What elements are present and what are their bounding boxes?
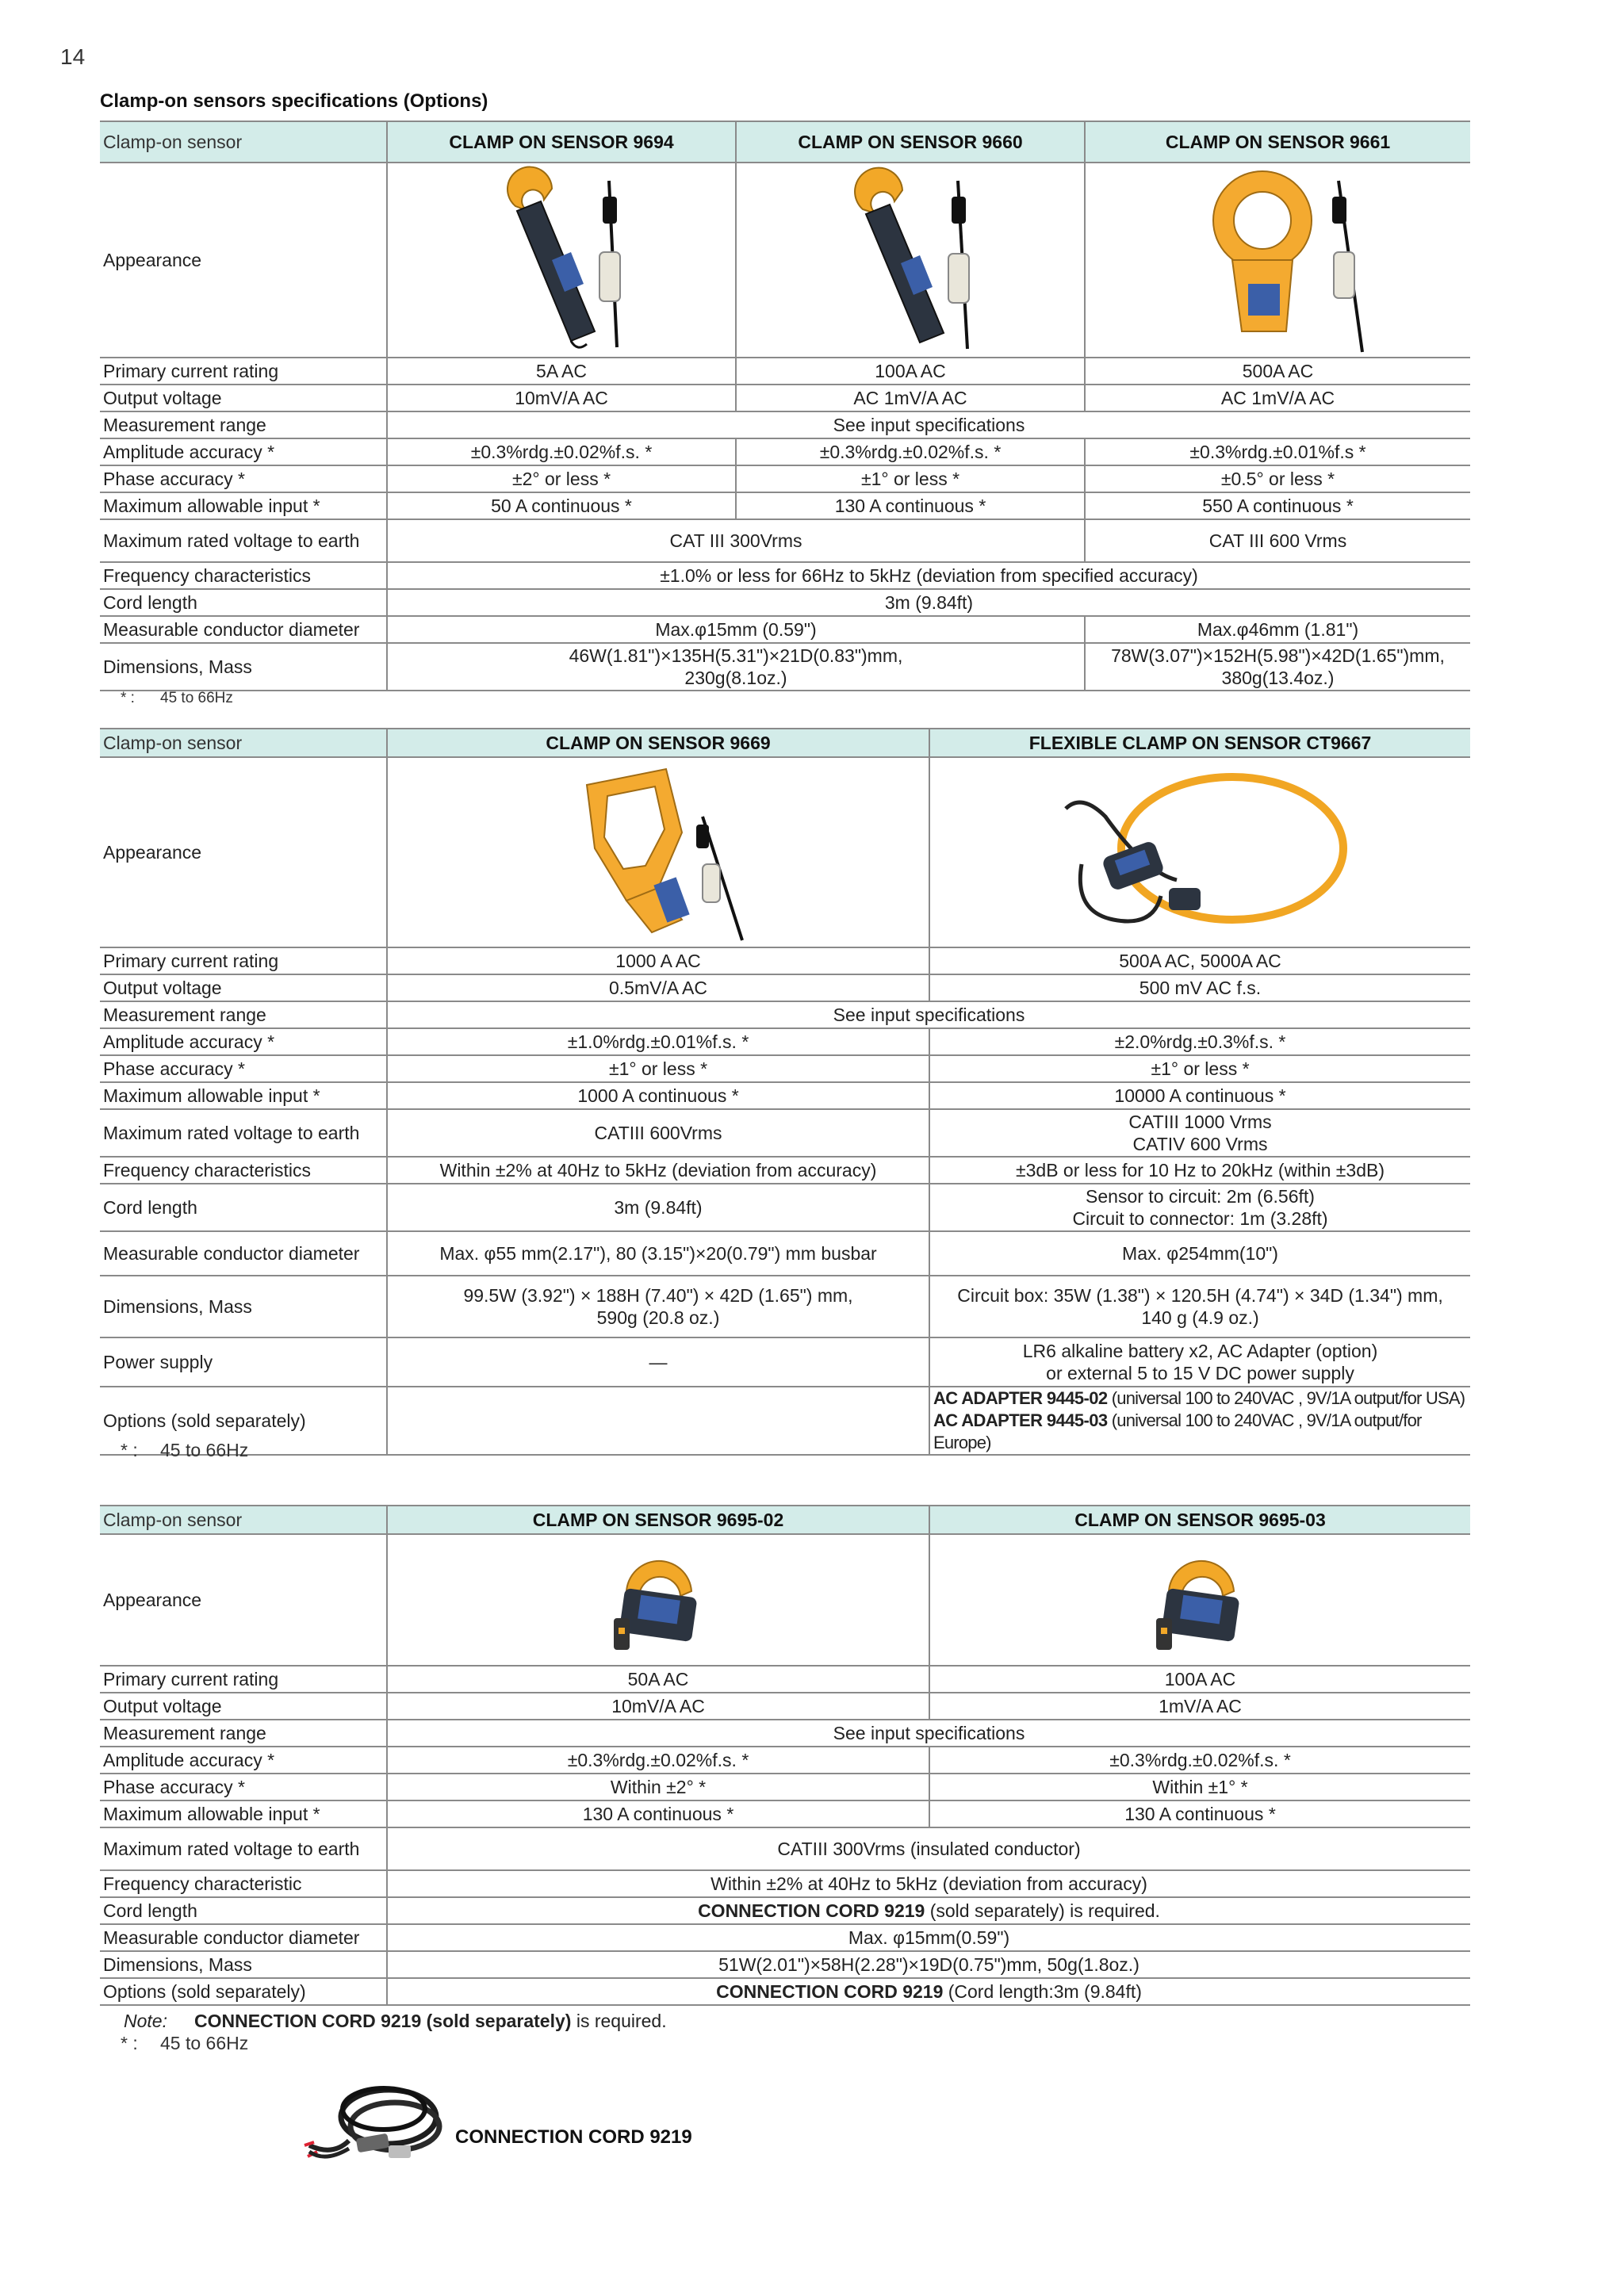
spec-row bbox=[100, 1897, 1470, 1924]
cell-value: CAT III 600 Vrms bbox=[1085, 519, 1470, 562]
cell-value bbox=[387, 643, 1085, 691]
cell-value: AC 1mV/A AC bbox=[1085, 385, 1470, 411]
cord-note: (Cord length:3m (9.84ft) bbox=[943, 1981, 1142, 2002]
spec-row bbox=[100, 1924, 1470, 1951]
cell-value bbox=[1085, 643, 1470, 691]
cell-value: 1mV/A AC bbox=[929, 1693, 1470, 1720]
spec-row bbox=[100, 1231, 1470, 1276]
row-label: Primary current rating bbox=[100, 358, 387, 385]
option-name: AC ADAPTER 9445-02 bbox=[933, 1388, 1108, 1408]
cell-value: 1000 A continuous * bbox=[387, 1082, 929, 1109]
table-header-row bbox=[100, 1506, 1470, 1534]
table-header-row bbox=[100, 121, 1470, 163]
cell-value: Within ±1° * bbox=[929, 1774, 1470, 1800]
cell-line: 590g (20.8 oz.) bbox=[596, 1307, 720, 1328]
row-label: Amplitude accuracy * bbox=[100, 1028, 387, 1055]
row-label: Measurement range bbox=[100, 1001, 387, 1028]
spec-row bbox=[100, 1693, 1470, 1720]
cell-line: 380g(13.4oz.) bbox=[1221, 668, 1335, 688]
cell-value: 5A AC bbox=[387, 358, 736, 385]
row-label: Maximum rated voltage to earth bbox=[100, 1109, 387, 1157]
cell-value: See input specifications bbox=[387, 1001, 1470, 1028]
footnote-text: 45 to 66Hz bbox=[160, 2033, 249, 2053]
row-label: Cord length bbox=[100, 589, 387, 616]
row-label: Output voltage bbox=[100, 974, 387, 1001]
cell-value: ±3dB or less for 10 Hz to 20kHz (within ±3dB) bbox=[929, 1157, 1470, 1184]
cell-line: 78W(3.07")×152H(5.98")×42D(1.65")mm, bbox=[1111, 645, 1445, 666]
row-label: Options (sold separately) bbox=[100, 1978, 387, 2005]
cell-line: 230g(8.1oz.) bbox=[684, 668, 787, 688]
header-label: Clamp-on sensor bbox=[100, 729, 387, 757]
cell-line: Sensor to circuit: 2m (6.56ft) bbox=[1086, 1186, 1315, 1207]
spec-row bbox=[100, 1028, 1470, 1055]
clamp-sensor-icon bbox=[1183, 165, 1373, 355]
cell-value: ±0.3%rdg.±0.02%f.s. * bbox=[929, 1747, 1470, 1774]
section-title: Clamp-on sensors specifications (Options) bbox=[100, 90, 488, 112]
appearance-row bbox=[100, 1534, 1470, 1666]
row-label: Phase accuracy * bbox=[100, 1055, 387, 1082]
model-header: CLAMP ON SENSOR 9695-02 bbox=[387, 1506, 929, 1534]
row-label: Measurable conductor diameter bbox=[100, 1231, 387, 1276]
cell-value: ±1° or less * bbox=[929, 1055, 1470, 1082]
spec-row bbox=[100, 1870, 1470, 1897]
cell-value: Max. φ15mm(0.59") bbox=[387, 1924, 1470, 1951]
cell-line: 140 g (4.9 oz.) bbox=[1141, 1307, 1259, 1328]
connection-cord-image bbox=[301, 2069, 452, 2192]
row-label: Measurable conductor diameter bbox=[100, 616, 387, 643]
cell-value bbox=[929, 1387, 1470, 1455]
cell-value: CATIII 300Vrms (insulated conductor) bbox=[387, 1827, 1470, 1870]
footnote bbox=[121, 2033, 248, 2054]
spec-row bbox=[100, 1951, 1470, 1978]
cell-value: Within ±2% at 40Hz to 5kHz (deviation from accuracy) bbox=[387, 1870, 1470, 1897]
row-label: Phase accuracy * bbox=[100, 465, 387, 492]
row-label: Dimensions, Mass bbox=[100, 1276, 387, 1337]
header-label: Clamp-on sensor bbox=[100, 1506, 387, 1534]
cell-value: 130 A continuous * bbox=[736, 492, 1085, 519]
cell-value: 3m (9.84ft) bbox=[387, 589, 1470, 616]
cell-line: or external 5 to 15 V DC power supply bbox=[1046, 1363, 1354, 1383]
cell-value: 51W(2.01")×58H(2.28")×19D(0.75")mm, 50g(1.8oz.) bbox=[387, 1951, 1470, 1978]
row-label: Appearance bbox=[100, 163, 387, 358]
cell-value: ±1.0% or less for 66Hz to 5kHz (deviation from specified accuracy) bbox=[387, 562, 1470, 589]
footnote-marker: * : bbox=[121, 1440, 138, 1460]
cell-value: See input specifications bbox=[387, 1720, 1470, 1747]
cord-name: CONNECTION CORD 9219 bbox=[698, 1900, 925, 1921]
clamp-sensor-icon bbox=[831, 165, 990, 355]
row-label: Measurable conductor diameter bbox=[100, 1924, 387, 1951]
cell-value: ±2° or less * bbox=[387, 465, 736, 492]
connection-cord-icon bbox=[301, 2069, 452, 2188]
footnote bbox=[121, 1440, 248, 1461]
row-label: Maximum rated voltage to earth bbox=[100, 1827, 387, 1870]
option-line bbox=[933, 1410, 1467, 1454]
spec-row bbox=[100, 589, 1470, 616]
model-header: CLAMP ON SENSOR 9694 bbox=[387, 121, 736, 163]
clamp-sensor-icon bbox=[1145, 1540, 1256, 1659]
product-image-9694 bbox=[387, 163, 736, 358]
table-header-row bbox=[100, 729, 1470, 757]
cell-value: 500 mV AC f.s. bbox=[929, 974, 1470, 1001]
row-label: Maximum allowable input * bbox=[100, 1082, 387, 1109]
spec-row bbox=[100, 385, 1470, 411]
spec-row bbox=[100, 1276, 1470, 1337]
footnote-text: 45 to 66Hz bbox=[160, 1440, 249, 1460]
cell-value: Max. φ55 mm(2.17"), 80 (3.15")×20(0.79") mm busbar bbox=[387, 1231, 929, 1276]
cell-value: ±1° or less * bbox=[736, 465, 1085, 492]
row-label: Power supply bbox=[100, 1337, 387, 1387]
clamp-sensor-icon bbox=[603, 1540, 714, 1659]
cell-line: LR6 alkaline battery x2, AC Adapter (option) bbox=[1022, 1341, 1378, 1361]
spec-row bbox=[100, 1387, 1470, 1455]
cell-value: 550 A continuous * bbox=[1085, 492, 1470, 519]
model-header: CLAMP ON SENSOR 9660 bbox=[736, 121, 1085, 163]
cord-note: (sold separately) is required. bbox=[925, 1900, 1160, 1921]
spec-row bbox=[100, 492, 1470, 519]
row-label: Maximum allowable input * bbox=[100, 1800, 387, 1827]
connection-cord-label: CONNECTION CORD 9219 bbox=[455, 2126, 692, 2148]
cell-line: 46W(1.81")×135H(5.31")×21D(0.83")mm, bbox=[569, 645, 903, 666]
option-name: AC ADAPTER 9445-03 bbox=[933, 1410, 1108, 1430]
cell-value: — bbox=[387, 1337, 929, 1387]
row-label: Phase accuracy * bbox=[100, 1774, 387, 1800]
note-bold: CONNECTION CORD 9219 (sold separately) bbox=[193, 2011, 572, 2031]
spec-row bbox=[100, 947, 1470, 974]
option-desc: (universal 100 to 240VAC , 9V/1A output/for Europe) bbox=[933, 1410, 1422, 1452]
row-label: Output voltage bbox=[100, 1693, 387, 1720]
cell-value: Max.φ46mm (1.81") bbox=[1085, 616, 1470, 643]
cell-value bbox=[387, 1276, 929, 1337]
row-label: Amplitude accuracy * bbox=[100, 1747, 387, 1774]
cell-value: CATIII 600Vrms bbox=[387, 1109, 929, 1157]
footnote-marker: * : bbox=[121, 690, 135, 706]
cell-value: 100A AC bbox=[736, 358, 1085, 385]
footnote bbox=[121, 690, 233, 707]
row-label: Frequency characteristic bbox=[100, 1870, 387, 1897]
row-label: Dimensions, Mass bbox=[100, 643, 387, 691]
cell-value: See input specifications bbox=[387, 411, 1470, 438]
cell-value: ±0.3%rdg.±0.02%f.s. * bbox=[736, 438, 1085, 465]
note-label: Note: bbox=[124, 2011, 167, 2031]
model-header: CLAMP ON SENSOR 9695-03 bbox=[929, 1506, 1470, 1534]
option-line bbox=[933, 1387, 1467, 1410]
cell-value: 130 A continuous * bbox=[387, 1800, 929, 1827]
spec-row bbox=[100, 1720, 1470, 1747]
cord-name: CONNECTION CORD 9219 bbox=[716, 1981, 944, 2002]
spec-row bbox=[100, 411, 1470, 438]
cell-value: 500A AC bbox=[1085, 358, 1470, 385]
cell-line: Circuit box: 35W (1.38") × 120.5H (4.74") × 34D (1.34") mm, bbox=[957, 1285, 1443, 1306]
spec-row bbox=[100, 1747, 1470, 1774]
clamp-sensor-icon bbox=[563, 761, 753, 943]
cell-value: Within ±2° * bbox=[387, 1774, 929, 1800]
row-label: Appearance bbox=[100, 757, 387, 947]
row-label: Maximum allowable input * bbox=[100, 492, 387, 519]
footnote-text: 45 to 66Hz bbox=[160, 690, 233, 706]
cell-value: 500A AC, 5000A AC bbox=[929, 947, 1470, 974]
appearance-row bbox=[100, 163, 1470, 358]
cell-value: Max.φ15mm (0.59") bbox=[387, 616, 1085, 643]
note-line bbox=[124, 2011, 667, 2032]
row-label: Appearance bbox=[100, 1534, 387, 1666]
option-desc: (universal 100 to 240VAC , 9V/1A output/for USA) bbox=[1111, 1388, 1465, 1408]
row-label: Measurement range bbox=[100, 411, 387, 438]
spec-row bbox=[100, 1082, 1470, 1109]
cell-value bbox=[387, 1387, 929, 1455]
spec-row bbox=[100, 1827, 1470, 1870]
product-image-9661 bbox=[1085, 163, 1470, 358]
cell-value: ±0.5° or less * bbox=[1085, 465, 1470, 492]
cell-value: Max. φ254mm(10") bbox=[929, 1231, 1470, 1276]
flexible-clamp-sensor-icon bbox=[1050, 761, 1351, 943]
spec-row bbox=[100, 1157, 1470, 1184]
appearance-row bbox=[100, 757, 1470, 947]
spec-table-1 bbox=[100, 121, 1470, 691]
page-number: 14 bbox=[60, 44, 86, 69]
cell-value: 10mV/A AC bbox=[387, 1693, 929, 1720]
cell-value bbox=[387, 1978, 1470, 2005]
footnote-marker: * : bbox=[121, 2033, 138, 2053]
cell-value bbox=[929, 1184, 1470, 1231]
spec-row bbox=[100, 438, 1470, 465]
spec-table-2 bbox=[100, 728, 1470, 1456]
cell-value: ±1.0%rdg.±0.01%f.s. * bbox=[387, 1028, 929, 1055]
model-header: CLAMP ON SENSOR 9661 bbox=[1085, 121, 1470, 163]
cell-value: 10mV/A AC bbox=[387, 385, 736, 411]
spec-row bbox=[100, 1337, 1470, 1387]
cell-value: 10000 A continuous * bbox=[929, 1082, 1470, 1109]
row-label: Frequency characteristics bbox=[100, 562, 387, 589]
row-label: Amplitude accuracy * bbox=[100, 438, 387, 465]
spec-row bbox=[100, 974, 1470, 1001]
row-label: Dimensions, Mass bbox=[100, 1951, 387, 1978]
product-image-9695-03 bbox=[929, 1534, 1470, 1666]
cell-value: 1000 A AC bbox=[387, 947, 929, 974]
row-label: Primary current rating bbox=[100, 1666, 387, 1693]
spec-row bbox=[100, 1109, 1470, 1157]
row-label: Maximum rated voltage to earth bbox=[100, 519, 387, 562]
row-label: Primary current rating bbox=[100, 947, 387, 974]
spec-row bbox=[100, 465, 1470, 492]
cell-value: CAT III 300Vrms bbox=[387, 519, 1085, 562]
cell-value: 50A AC bbox=[387, 1666, 929, 1693]
row-label: Cord length bbox=[100, 1897, 387, 1924]
cell-value: 50 A continuous * bbox=[387, 492, 736, 519]
spec-row bbox=[100, 519, 1470, 562]
row-label: Options (sold separately) bbox=[100, 1387, 387, 1455]
cell-value: ±0.3%rdg.±0.02%f.s. * bbox=[387, 1747, 929, 1774]
cell-value: 3m (9.84ft) bbox=[387, 1184, 929, 1231]
cell-value: 130 A continuous * bbox=[929, 1800, 1470, 1827]
note-text: is required. bbox=[571, 2011, 667, 2031]
cell-value: Within ±2% at 40Hz to 5kHz (deviation from accuracy) bbox=[387, 1157, 929, 1184]
cell-value: ±2.0%rdg.±0.3%f.s. * bbox=[929, 1028, 1470, 1055]
model-header: CLAMP ON SENSOR 9669 bbox=[387, 729, 929, 757]
clamp-sensor-icon bbox=[482, 165, 641, 355]
spec-row bbox=[100, 1055, 1470, 1082]
cell-value: ±1° or less * bbox=[387, 1055, 929, 1082]
spec-row bbox=[100, 1800, 1470, 1827]
cell-value bbox=[929, 1109, 1470, 1157]
cell-line: Circuit to connector: 1m (3.28ft) bbox=[1072, 1208, 1328, 1229]
cell-value: AC 1mV/A AC bbox=[736, 385, 1085, 411]
spec-row bbox=[100, 358, 1470, 385]
cell-value bbox=[929, 1276, 1470, 1337]
cell-value bbox=[929, 1337, 1470, 1387]
spec-row bbox=[100, 643, 1470, 691]
cell-value bbox=[387, 1897, 1470, 1924]
cell-line: CATIII 1000 Vrms bbox=[1128, 1112, 1272, 1132]
row-label: Measurement range bbox=[100, 1720, 387, 1747]
cell-value: ±0.3%rdg.±0.02%f.s. * bbox=[387, 438, 736, 465]
row-label: Cord length bbox=[100, 1184, 387, 1231]
spec-row bbox=[100, 616, 1470, 643]
spec-table-3 bbox=[100, 1505, 1470, 2006]
product-image-9695-02 bbox=[387, 1534, 929, 1666]
spec-row bbox=[100, 1978, 1470, 2005]
model-header: FLEXIBLE CLAMP ON SENSOR CT9667 bbox=[929, 729, 1470, 757]
cell-value: ±0.3%rdg.±0.01%f.s * bbox=[1085, 438, 1470, 465]
cell-value: 100A AC bbox=[929, 1666, 1470, 1693]
cell-value: 0.5mV/A AC bbox=[387, 974, 929, 1001]
cell-line: 99.5W (3.92") × 188H (7.40") × 42D (1.65") mm, bbox=[463, 1285, 853, 1306]
product-image-ct9667 bbox=[929, 757, 1470, 947]
spec-row bbox=[100, 1774, 1470, 1800]
row-label: Output voltage bbox=[100, 385, 387, 411]
row-label: Frequency characteristics bbox=[100, 1157, 387, 1184]
product-image-9660 bbox=[736, 163, 1085, 358]
header-label: Clamp-on sensor bbox=[100, 121, 387, 163]
spec-row bbox=[100, 562, 1470, 589]
cell-line: CATIV 600 Vrms bbox=[1132, 1134, 1268, 1154]
spec-row bbox=[100, 1666, 1470, 1693]
product-image-9669 bbox=[387, 757, 929, 947]
spec-row bbox=[100, 1001, 1470, 1028]
spec-row bbox=[100, 1184, 1470, 1231]
